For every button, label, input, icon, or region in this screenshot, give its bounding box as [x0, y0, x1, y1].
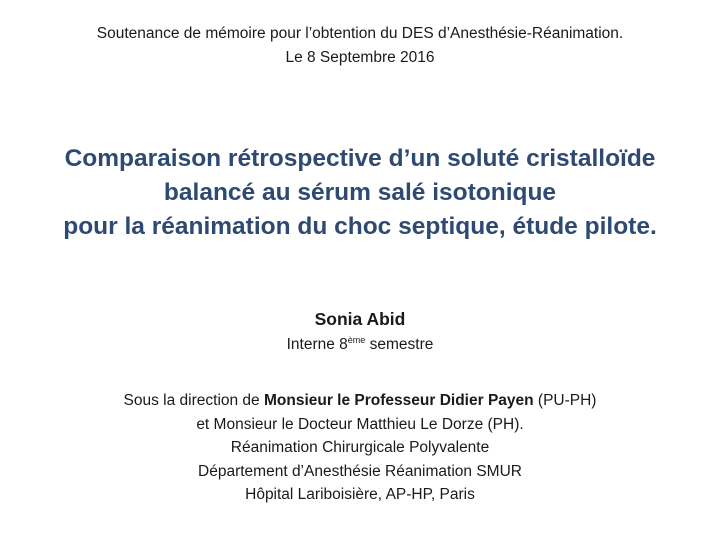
header-line-date: Le 8 Septembre 2016	[285, 49, 435, 66]
supervisor-name: Monsieur le Professeur Didier Payen	[263, 392, 534, 409]
supervisor-title: (PU-PH)	[533, 392, 597, 409]
author-name: Sonia Abid	[314, 309, 406, 329]
supervisor-line	[0, 389, 720, 413]
title-line-1: Comparaison rétrospective d’un soluté cristalloïde	[64, 145, 656, 172]
hospital-line: Hôpital Lariboisière, AP-HP, Paris	[245, 486, 475, 503]
author-role	[0, 333, 720, 357]
supervisor-prefix: Sous la direction de	[123, 392, 264, 409]
title-line-2: balancé au sérum salé isotonique	[163, 179, 557, 206]
supervision-block	[0, 389, 720, 507]
role-ordinal-suffix: ème	[347, 335, 366, 345]
role-suffix: semestre	[365, 336, 434, 353]
thesis-title	[0, 142, 720, 244]
role-prefix: Interne 8	[286, 336, 348, 353]
title-line-3: pour la réanimation du choc septique, étude pilote.	[63, 213, 657, 240]
division-line: Département d’Anesthésie Réanimation SMUR	[198, 462, 522, 480]
header-line-defense: Soutenance de mémoire pour l’obtention du DES d’Anesthésie-Réanimation.	[96, 25, 624, 42]
co-supervisor-line: et Monsieur le Docteur Matthieu Le Dorze (PH).	[196, 415, 524, 433]
department-line: Réanimation Chirurgicale Polyvalente	[230, 439, 490, 456]
slide-header	[0, 22, 720, 70]
